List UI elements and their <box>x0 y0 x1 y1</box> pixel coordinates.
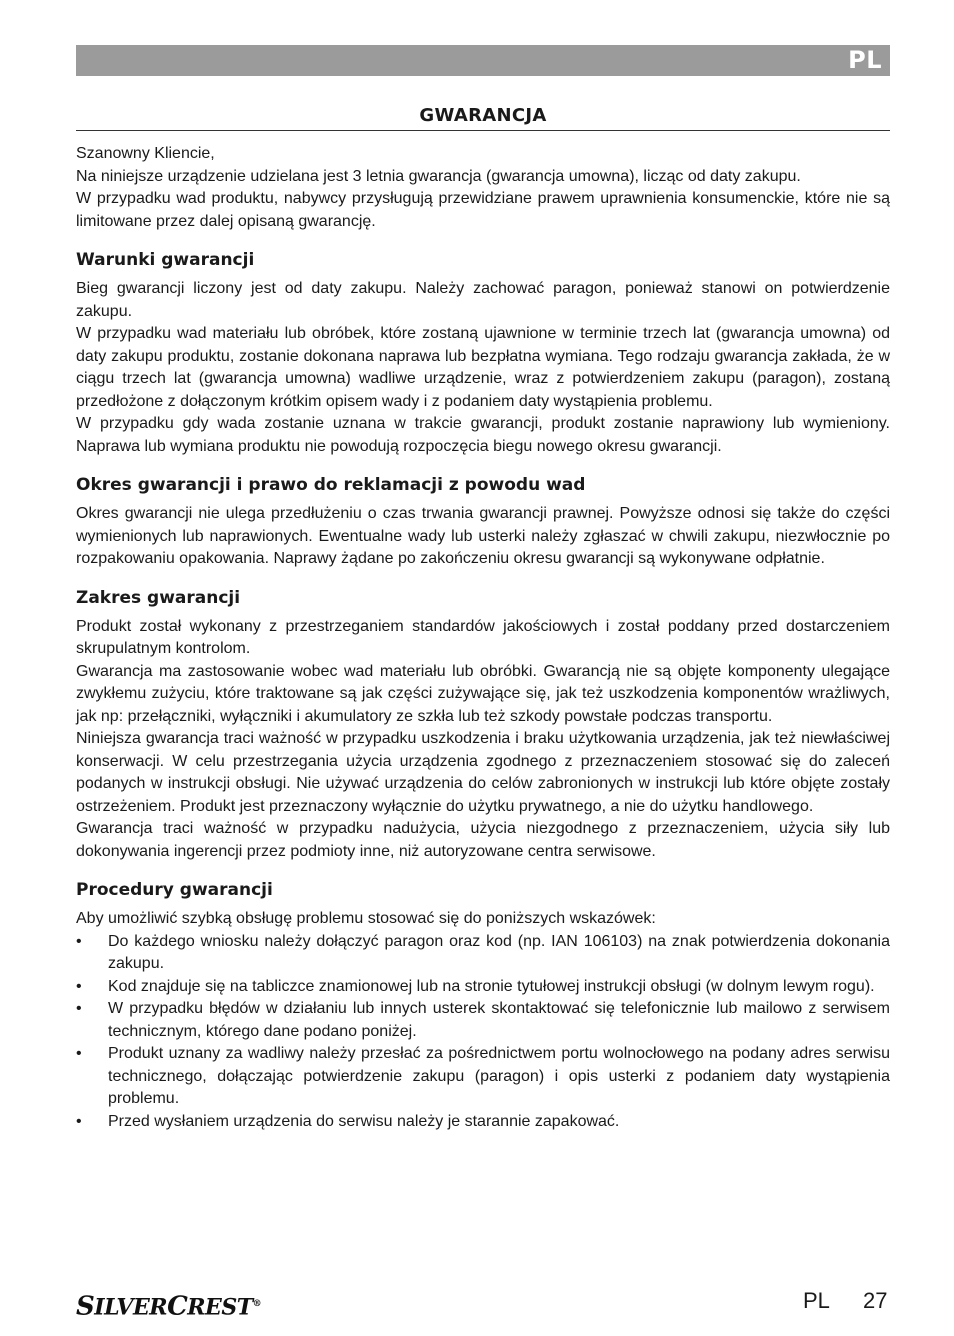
page-number: 27 <box>863 1288 888 1313</box>
section-heading-zakres: Zakres gwarancji <box>76 587 241 608</box>
bullet-icon: • <box>76 932 82 950</box>
section-paragraph: Gwarancja ma zastosowanie wobec wad materiału lub obróbki. Gwarancją nie są objęte komponenty ulegające zwykłemu zużyciu, które traktowane są jak części zużywające się, jak też uszkodzenia komponentów wrażliwych, jak np: przełączniki, wyłączniki i akumulatory ze szkła lub też szkody powstałe podczas transportu. <box>76 662 890 725</box>
section-paragraph: W przypadku gdy wada zostanie uznana w trakcie gwarancji, produkt zostanie naprawiony lub wymieniony. Naprawa lub wymiana produktu nie powodują rozpoczęcia biegu nowego okresu gwarancji. <box>76 415 890 455</box>
section-paragraph: Produkt został wykonany z przestrzeganiem standardów jakościowych i został poddany przed dostarczeniem skrupulatnym kontrolom. <box>76 617 890 657</box>
bullet-icon: • <box>76 1112 82 1130</box>
list-item <box>76 1111 890 1134</box>
footer-language: PL <box>803 1288 830 1313</box>
text-column <box>76 143 890 1133</box>
bullet-icon: • <box>76 977 82 995</box>
bullet-icon: • <box>76 1000 82 1017</box>
language-code: PL <box>848 46 882 74</box>
bullet-icon: • <box>76 1045 82 1062</box>
title-divider <box>76 130 890 131</box>
intro-paragraph: Szanowny Kliencie, <box>76 145 215 162</box>
section-heading-procedury: Procedury gwarancji <box>76 880 273 900</box>
section-paragraph: Okres gwarancji nie ulega przedłużeniu o czas trwania gwarancji prawnej. Powyższe odnosi się także do części wymienionych lub naprawionych. Ewentualne wady lub usterki należy zgłaszać w chwili zakupu, niezwłocznie po rozpakowaniu opakowania. Naprawy żądane po zakończeniu okresu gwarancji są wykonywane odpłatnie. <box>76 505 890 567</box>
list-item <box>76 931 890 976</box>
list-item <box>76 976 890 999</box>
section-heading-okres: Okres gwarancji i prawo do reklamacji z powodu wad <box>76 475 586 495</box>
procedure-list <box>76 931 890 1134</box>
section-paragraph: W przypadku wad materiału lub obróbek, które zostaną ujawnione w terminie trzech lat (gwarancja umowna) od daty zakupu produktu, zostanie dokonana naprawa lub bezpłatna wymiana. Tego rodzaju gwarancja zakłada, że w ciągu trzech lat (gwarancja umowna) wadliwe urządzenie, wraz z potwierdzeniem zakupu (paragon), zostaną przedłożone z dołączonym krótkim opisem wady i z podaniem daty wystąpienia problemu. <box>76 325 890 410</box>
section-paragraph: Bieg gwarancji liczony jest od daty zakupu. Należy zachować paragon, ponieważ stanowi on potwierdzenie zakupu. <box>76 280 890 320</box>
list-item-text: W przypadku błędów w działaniu lub innych usterek skontaktować się telefonicznie lub mailowo z serwisem technicznym, którego dane podano poniżej. <box>108 1000 890 1040</box>
list-item-text: Produkt uznany za wadliwy należy przesłać za pośrednictwem portu wolnocłowego na podany adres serwisu technicznego, dołączając potwierdzenie zakupu (paragon) i opis usterki z podaniem daty wystąpienia problemu. <box>108 1045 890 1107</box>
section-paragraph: Aby umożliwić szybką obsługę problemu stosować się do poniższych wskazówek: <box>76 910 656 927</box>
brand-logo: SILVERCREST® <box>76 1291 262 1322</box>
section-heading-warunki: Warunki gwarancji <box>76 250 255 270</box>
list-item <box>76 998 890 1043</box>
list-item <box>76 1043 890 1111</box>
list-item-text: Do każdego wniosku należy dołączyć paragon oraz kod (np. IAN 106103) na znak potwierdzenia dokonania zakupu. <box>108 932 890 972</box>
section-paragraph: Niniejsza gwarancja traci ważność w przypadku uszkodzenia i braku użytkowania urządzenia, jak też niewłaściwej konserwacji. W celu przestrzegania użycia urządzenia zgodnego z przeznaczeniem stosować się do zaleceń podanych w instrukcji obsługi. Nie używać urządzenia do celów zabronionych w instrukcji lub które objęte zostały ostrzeżeniem. Produkt jest przeznaczony wyłącznie do użytku prywatnego, a nie do użytku handlowego. <box>76 730 890 815</box>
intro-paragraph: Na niniejsze urządzenie udzielana jest 3 letnia gwarancja (gwarancja umowna), licząc od daty zakupu. <box>76 167 801 185</box>
list-item-text: Przed wysłaniem urządzenia do serwisu należy je starannie zapakować. <box>108 1112 620 1130</box>
list-item-text: Kod znajduje się na tabliczce znamionowej lub na stronie tytułowej instrukcji obsługi (w dolnym lewym rogu). <box>108 977 875 995</box>
language-header-bar <box>76 45 890 76</box>
page-title: GWARANCJA <box>419 105 547 126</box>
intro-paragraph: W przypadku wad produktu, nabywcy przysługują przewidziane prawem uprawnienia konsumenckie, które nie są limitowane przez dalej opisaną gwarancję. <box>76 190 890 230</box>
section-paragraph: Gwarancja traci ważność w przypadku nadużycia, użycia niezgodnego z przeznaczeniem, użycia siły lub dokonywania ingerencji przez podmioty inne, niż autoryzowane centra serwisowe. <box>76 820 890 860</box>
